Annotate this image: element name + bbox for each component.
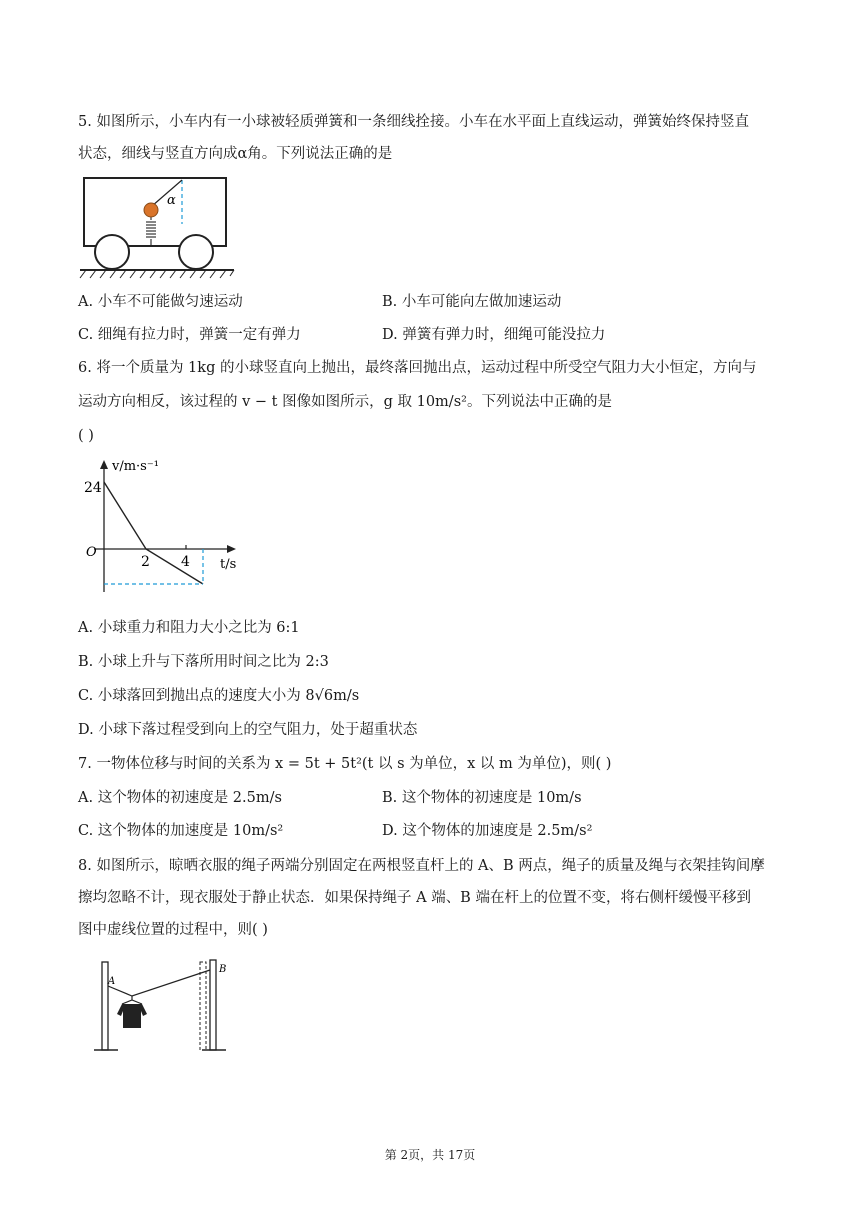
q6-stem-line1: 6. 将一个质量为 1kg 的小球竖直向上抛出，最终落回抛出点，运动过程中所受空气阻力大小恒定，方向与 [78,360,757,376]
q6-stem-line2: 运动方向相反，该过程的 v − t 图像如图所示，g 取 10m/s²。下列说法中正确的是 [78,394,612,410]
x-tick-2: 2 [141,554,150,570]
ground-hatching [80,270,234,278]
q7-stem: 7. 一物体位移与时间的关系为 x = 5t + 5t²(t 以 s 为单位，x 以 m 为单位)，则( ) [78,756,612,772]
y-axis-arrow [100,460,108,469]
rope [108,970,210,996]
q6-option-b: B. 小球上升与下落所用时间之比为 2:3 [78,654,329,670]
q5-option-a: A. 小车不可能做匀速运动 [78,294,243,310]
q8-stem-line3: 图中虚线位置的过程中，则( ) [78,922,268,938]
q6-vt-graph [80,456,260,596]
q6-option-c: C. 小球落回到抛出点的速度大小为 8√6m/s [78,688,360,704]
q8-stem-line1: 8. 如图所示，晾晒衣服的绳子两端分别固定在两根竖直杆上的 A、B 两点，绳子的质量及绳与衣架挂钩间摩 [78,858,765,874]
left-wheel [95,235,129,269]
q6-stem-line3: ( ) [78,428,94,444]
hanger [122,996,142,1004]
q7-option-c: C. 这个物体的加速度是 10m/s² [78,823,284,839]
q5-option-d: D. 弹簧有弹力时，细绳可能没拉力 [382,327,606,343]
x-axis-arrow [227,545,236,553]
q5-option-b: B. 小车可能向左做加速运动 [382,294,562,310]
q5-stem-line2: 状态，细线与竖直方向成α角。下列说法正确的是 [78,146,393,162]
x-axis-label: t/s [220,557,237,572]
q8-stem-line2: 擦均忽略不计，现衣服处于静止状态．如果保持绳子 A 端、B 端在杆上的位置不变，将右侧杆缓慢平移到 [78,890,751,906]
point-a-label: A [108,976,116,987]
q5-cart-figure [78,170,238,282]
clothes [117,1004,147,1028]
q7-option-d: D. 这个物体的加速度是 2.5m/s² [382,823,593,839]
alpha-label: α [167,193,176,208]
q7-option-b: B. 这个物体的初速度是 10m/s [382,790,582,806]
origin-label: O [86,545,97,560]
point-b-label: B [219,964,227,975]
right-pole [210,960,216,1050]
y-axis-label: v/m·s⁻¹ [112,459,159,474]
spring [146,216,156,246]
right-wheel [179,235,213,269]
q7-option-a: A. 这个物体的初速度是 2.5m/s [78,790,282,806]
ball [144,203,158,217]
q6-option-a: A. 小球重力和阻力大小之比为 6:1 [78,620,300,636]
dashed-pole-position [200,962,206,1050]
q6-option-d: D. 小球下落过程受到向上的空气阻力，处于超重状态 [78,722,418,738]
x-tick-4: 4 [181,554,190,570]
q5-stem-line1: 5. 如图所示，小车内有一小球被轻质弹簧和一条细线拴接。小车在水平面上直线运动，弹簧始终保持竖直 [78,114,749,130]
y-tick-24: 24 [84,480,102,496]
page-footer: 第 2页，共 17页 [384,1148,476,1162]
q8-clothesline-figure [86,956,246,1056]
q5-option-c: C. 细绳有拉力时，弹簧一定有弹力 [78,327,301,343]
